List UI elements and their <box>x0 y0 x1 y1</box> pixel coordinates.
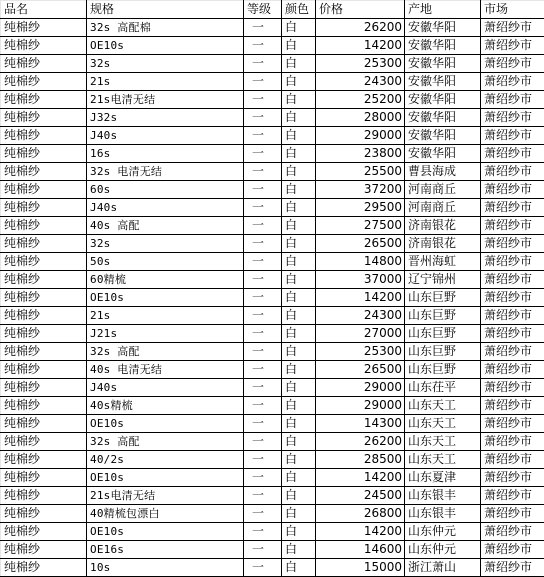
cell-grade: 一 <box>244 541 282 559</box>
cell-spec: 32s <box>87 235 244 253</box>
cell-market: 萧绍纱市 <box>481 397 544 415</box>
cell-grade: 一 <box>244 127 282 145</box>
header-cell-spec: 规格 <box>87 1 244 19</box>
cell-spec: 40s精梳 <box>87 397 244 415</box>
cell-color: 白 <box>282 307 316 325</box>
cell-product-name: 纯棉纱 <box>1 271 87 289</box>
table-row <box>1 343 544 361</box>
cell-market: 萧绍纱市 <box>481 73 544 91</box>
cell-origin: 济南银花 <box>405 235 481 253</box>
cell-spec: J40s <box>87 199 244 217</box>
cell-origin: 山东天工 <box>405 433 481 451</box>
cell-color: 白 <box>282 109 316 127</box>
cell-origin: 安徽华阳 <box>405 145 481 163</box>
cell-color: 白 <box>282 289 316 307</box>
cell-price: 28500 <box>316 451 405 469</box>
cell-market: 萧绍纱市 <box>481 109 544 127</box>
cell-color: 白 <box>282 127 316 145</box>
cell-product-name: 纯棉纱 <box>1 253 87 271</box>
table-row <box>1 235 544 253</box>
cell-market: 萧绍纱市 <box>481 487 544 505</box>
cell-price: 26200 <box>316 19 405 37</box>
cell-spec: 50s <box>87 253 244 271</box>
cell-origin: 曹县海成 <box>405 163 481 181</box>
cell-origin: 晋州海虹 <box>405 253 481 271</box>
cell-price: 14200 <box>316 469 405 487</box>
table-row <box>1 109 544 127</box>
cell-price: 29000 <box>316 127 405 145</box>
cell-origin: 山东茌平 <box>405 379 481 397</box>
cell-market: 萧绍纱市 <box>481 505 544 523</box>
cell-origin: 安徽华阳 <box>405 109 481 127</box>
cell-grade: 一 <box>244 145 282 163</box>
cell-product-name: 纯棉纱 <box>1 469 87 487</box>
header-cell-grade: 等级 <box>244 1 282 19</box>
table-row <box>1 55 544 73</box>
cell-origin: 山东天工 <box>405 415 481 433</box>
table-row <box>1 253 544 271</box>
cell-product-name: 纯棉纱 <box>1 541 87 559</box>
cell-product-name: 纯棉纱 <box>1 109 87 127</box>
cell-color: 白 <box>282 91 316 109</box>
cell-grade: 一 <box>244 199 282 217</box>
cell-price: 26500 <box>316 361 405 379</box>
cell-market: 萧绍纱市 <box>481 91 544 109</box>
cell-spec: OE10s <box>87 415 244 433</box>
cell-spec: 40/2s <box>87 451 244 469</box>
cell-grade: 一 <box>244 415 282 433</box>
table-row <box>1 19 544 37</box>
cell-market: 萧绍纱市 <box>481 199 544 217</box>
cell-market: 萧绍纱市 <box>481 415 544 433</box>
table-row <box>1 523 544 541</box>
cell-origin: 山东天工 <box>405 397 481 415</box>
table-row <box>1 271 544 289</box>
cell-product-name: 纯棉纱 <box>1 451 87 469</box>
cell-price: 26200 <box>316 433 405 451</box>
cell-spec: 21s电清无结 <box>87 487 244 505</box>
cell-color: 白 <box>282 433 316 451</box>
table-row <box>1 325 544 343</box>
cell-origin: 安徽华阳 <box>405 91 481 109</box>
cell-grade: 一 <box>244 55 282 73</box>
cell-market: 萧绍纱市 <box>481 145 544 163</box>
table-row <box>1 163 544 181</box>
cell-origin: 辽宁锦州 <box>405 271 481 289</box>
cell-origin: 山东巨野 <box>405 343 481 361</box>
table-row <box>1 307 544 325</box>
cell-product-name: 纯棉纱 <box>1 145 87 163</box>
cell-market: 萧绍纱市 <box>481 55 544 73</box>
cell-grade: 一 <box>244 325 282 343</box>
cell-price: 25300 <box>316 343 405 361</box>
cell-market: 萧绍纱市 <box>481 19 544 37</box>
cell-market: 萧绍纱市 <box>481 37 544 55</box>
cell-product-name: 纯棉纱 <box>1 361 87 379</box>
cell-grade: 一 <box>244 37 282 55</box>
cell-product-name: 纯棉纱 <box>1 523 87 541</box>
cell-color: 白 <box>282 415 316 433</box>
cell-origin: 济南银花 <box>405 217 481 235</box>
cell-price: 26800 <box>316 505 405 523</box>
table-row <box>1 415 544 433</box>
table-row <box>1 127 544 145</box>
cell-color: 白 <box>282 235 316 253</box>
cell-spec: 10s <box>87 559 244 577</box>
cell-grade: 一 <box>244 487 282 505</box>
cell-grade: 一 <box>244 397 282 415</box>
cell-origin: 山东巨野 <box>405 307 481 325</box>
cell-price: 27500 <box>316 217 405 235</box>
table-row <box>1 91 544 109</box>
cell-spec: J40s <box>87 127 244 145</box>
cell-color: 白 <box>282 253 316 271</box>
cell-spec: 32s 高配 <box>87 343 244 361</box>
cell-grade: 一 <box>244 379 282 397</box>
header-cell-product-name: 品名 <box>1 1 87 19</box>
cell-spec: 21s <box>87 307 244 325</box>
cell-market: 萧绍纱市 <box>481 559 544 577</box>
cell-spec: OE10s <box>87 37 244 55</box>
cell-price: 24300 <box>316 73 405 91</box>
table-row <box>1 37 544 55</box>
cell-color: 白 <box>282 451 316 469</box>
cell-product-name: 纯棉纱 <box>1 163 87 181</box>
cell-market: 萧绍纱市 <box>481 181 544 199</box>
header-cell-color: 颜色 <box>282 1 316 19</box>
table-row <box>1 451 544 469</box>
cell-grade: 一 <box>244 91 282 109</box>
cell-price: 37200 <box>316 181 405 199</box>
cell-color: 白 <box>282 199 316 217</box>
cell-color: 白 <box>282 469 316 487</box>
cell-price: 15000 <box>316 559 405 577</box>
table-row <box>1 289 544 307</box>
cell-spec: OE10s <box>87 523 244 541</box>
cell-product-name: 纯棉纱 <box>1 325 87 343</box>
cell-market: 萧绍纱市 <box>481 451 544 469</box>
cell-product-name: 纯棉纱 <box>1 199 87 217</box>
cell-grade: 一 <box>244 217 282 235</box>
cell-product-name: 纯棉纱 <box>1 127 87 145</box>
cell-origin: 浙江萧山 <box>405 559 481 577</box>
cell-grade: 一 <box>244 109 282 127</box>
cell-grade: 一 <box>244 181 282 199</box>
cell-market: 萧绍纱市 <box>481 361 544 379</box>
cell-product-name: 纯棉纱 <box>1 19 87 37</box>
table-body <box>1 19 544 577</box>
cell-origin: 山东巨野 <box>405 325 481 343</box>
cell-price: 25300 <box>316 55 405 73</box>
cell-price: 14600 <box>316 541 405 559</box>
cell-price: 29000 <box>316 397 405 415</box>
cell-product-name: 纯棉纱 <box>1 343 87 361</box>
cell-price: 14800 <box>316 253 405 271</box>
cell-spec: J21s <box>87 325 244 343</box>
table-row <box>1 379 544 397</box>
cell-color: 白 <box>282 73 316 91</box>
cell-price: 25200 <box>316 91 405 109</box>
cell-color: 白 <box>282 487 316 505</box>
cell-grade: 一 <box>244 451 282 469</box>
cell-color: 白 <box>282 559 316 577</box>
header-cell-price: 价格 <box>316 1 405 19</box>
table-row <box>1 199 544 217</box>
cell-origin: 山东银丰 <box>405 487 481 505</box>
cell-grade: 一 <box>244 361 282 379</box>
cell-origin: 安徽华阳 <box>405 37 481 55</box>
cell-color: 白 <box>282 217 316 235</box>
cell-market: 萧绍纱市 <box>481 235 544 253</box>
cell-spec: 40s 电清无结 <box>87 361 244 379</box>
cell-market: 萧绍纱市 <box>481 343 544 361</box>
cell-spec: 16s <box>87 145 244 163</box>
cell-market: 萧绍纱市 <box>481 433 544 451</box>
cell-market: 萧绍纱市 <box>481 325 544 343</box>
cell-spec: 21s <box>87 73 244 91</box>
cell-price: 14200 <box>316 37 405 55</box>
cell-price: 14200 <box>316 289 405 307</box>
cell-product-name: 纯棉纱 <box>1 181 87 199</box>
cell-price: 28000 <box>316 109 405 127</box>
table-row <box>1 361 544 379</box>
cell-spec: J40s <box>87 379 244 397</box>
cell-spec: J32s <box>87 109 244 127</box>
cell-grade: 一 <box>244 505 282 523</box>
cell-origin: 河南商丘 <box>405 199 481 217</box>
table-row <box>1 397 544 415</box>
cell-color: 白 <box>282 55 316 73</box>
header-cell-market: 市场 <box>481 1 544 19</box>
cell-grade: 一 <box>244 19 282 37</box>
cell-spec: OE16s <box>87 541 244 559</box>
cell-color: 白 <box>282 397 316 415</box>
cell-product-name: 纯棉纱 <box>1 433 87 451</box>
cell-product-name: 纯棉纱 <box>1 559 87 577</box>
cell-color: 白 <box>282 541 316 559</box>
table-row <box>1 505 544 523</box>
cell-grade: 一 <box>244 469 282 487</box>
cell-color: 白 <box>282 19 316 37</box>
cell-origin: 安徽华阳 <box>405 127 481 145</box>
cell-origin: 山东巨野 <box>405 289 481 307</box>
table-row <box>1 145 544 163</box>
cell-price: 26500 <box>316 235 405 253</box>
cell-grade: 一 <box>244 559 282 577</box>
cell-spec: 32s 高配 <box>87 433 244 451</box>
cell-market: 萧绍纱市 <box>481 541 544 559</box>
cell-market: 萧绍纱市 <box>481 253 544 271</box>
cell-color: 白 <box>282 325 316 343</box>
cell-spec: 32s 电清无结 <box>87 163 244 181</box>
cell-color: 白 <box>282 145 316 163</box>
cell-price: 25500 <box>316 163 405 181</box>
cell-origin: 山东巨野 <box>405 361 481 379</box>
cell-grade: 一 <box>244 235 282 253</box>
cell-spec: 32s <box>87 55 244 73</box>
cell-market: 萧绍纱市 <box>481 307 544 325</box>
table-row <box>1 73 544 91</box>
cell-grade: 一 <box>244 163 282 181</box>
cell-price: 29000 <box>316 379 405 397</box>
cell-grade: 一 <box>244 343 282 361</box>
cell-market: 萧绍纱市 <box>481 523 544 541</box>
cell-grade: 一 <box>244 253 282 271</box>
cell-origin: 安徽华阳 <box>405 73 481 91</box>
cell-product-name: 纯棉纱 <box>1 487 87 505</box>
cell-grade: 一 <box>244 433 282 451</box>
table-row <box>1 433 544 451</box>
cell-grade: 一 <box>244 289 282 307</box>
cell-market: 萧绍纱市 <box>481 379 544 397</box>
cell-price: 14300 <box>316 415 405 433</box>
cell-market: 萧绍纱市 <box>481 163 544 181</box>
cell-color: 白 <box>282 343 316 361</box>
cell-product-name: 纯棉纱 <box>1 217 87 235</box>
cell-spec: 60s <box>87 181 244 199</box>
cell-grade: 一 <box>244 307 282 325</box>
cell-origin: 山东仲元 <box>405 523 481 541</box>
cell-price: 29500 <box>316 199 405 217</box>
cell-origin: 山东银丰 <box>405 505 481 523</box>
cell-market: 萧绍纱市 <box>481 469 544 487</box>
cell-origin: 山东天工 <box>405 451 481 469</box>
cell-color: 白 <box>282 37 316 55</box>
cell-spec: 40精梳包漂白 <box>87 505 244 523</box>
cell-market: 萧绍纱市 <box>481 289 544 307</box>
cell-market: 萧绍纱市 <box>481 271 544 289</box>
cell-color: 白 <box>282 181 316 199</box>
cell-product-name: 纯棉纱 <box>1 73 87 91</box>
cell-price: 37000 <box>316 271 405 289</box>
cell-grade: 一 <box>244 271 282 289</box>
cell-spec: 40s 高配 <box>87 217 244 235</box>
table-row <box>1 217 544 235</box>
cell-price: 14200 <box>316 523 405 541</box>
cell-origin: 河南商丘 <box>405 181 481 199</box>
cell-market: 萧绍纱市 <box>481 127 544 145</box>
cell-color: 白 <box>282 505 316 523</box>
table-row <box>1 559 544 577</box>
cell-grade: 一 <box>244 73 282 91</box>
cell-product-name: 纯棉纱 <box>1 379 87 397</box>
cell-product-name: 纯棉纱 <box>1 235 87 253</box>
cell-product-name: 纯棉纱 <box>1 37 87 55</box>
cell-origin: 山东夏津 <box>405 469 481 487</box>
cell-product-name: 纯棉纱 <box>1 415 87 433</box>
cell-color: 白 <box>282 523 316 541</box>
cell-market: 萧绍纱市 <box>481 217 544 235</box>
cell-spec: OE10s <box>87 289 244 307</box>
header-row <box>1 1 544 19</box>
table-row <box>1 469 544 487</box>
cell-price: 24300 <box>316 307 405 325</box>
cell-color: 白 <box>282 361 316 379</box>
cell-spec: OE10s <box>87 469 244 487</box>
cell-spec: 60精梳 <box>87 271 244 289</box>
cell-origin: 安徽华阳 <box>405 19 481 37</box>
cell-product-name: 纯棉纱 <box>1 397 87 415</box>
cell-color: 白 <box>282 271 316 289</box>
cell-product-name: 纯棉纱 <box>1 289 87 307</box>
table-row <box>1 541 544 559</box>
cell-color: 白 <box>282 163 316 181</box>
cell-price: 24500 <box>316 487 405 505</box>
cell-origin: 安徽华阳 <box>405 55 481 73</box>
cell-origin: 山东仲元 <box>405 541 481 559</box>
cell-grade: 一 <box>244 523 282 541</box>
table-row <box>1 487 544 505</box>
cell-product-name: 纯棉纱 <box>1 55 87 73</box>
header-cell-origin: 产地 <box>405 1 481 19</box>
cell-price: 23800 <box>316 145 405 163</box>
cell-product-name: 纯棉纱 <box>1 307 87 325</box>
cell-product-name: 纯棉纱 <box>1 91 87 109</box>
cell-product-name: 纯棉纱 <box>1 505 87 523</box>
cell-price: 27000 <box>316 325 405 343</box>
cell-spec: 21s电清无结 <box>87 91 244 109</box>
cell-spec: 32s 高配棉 <box>87 19 244 37</box>
table-row <box>1 181 544 199</box>
cell-color: 白 <box>282 379 316 397</box>
